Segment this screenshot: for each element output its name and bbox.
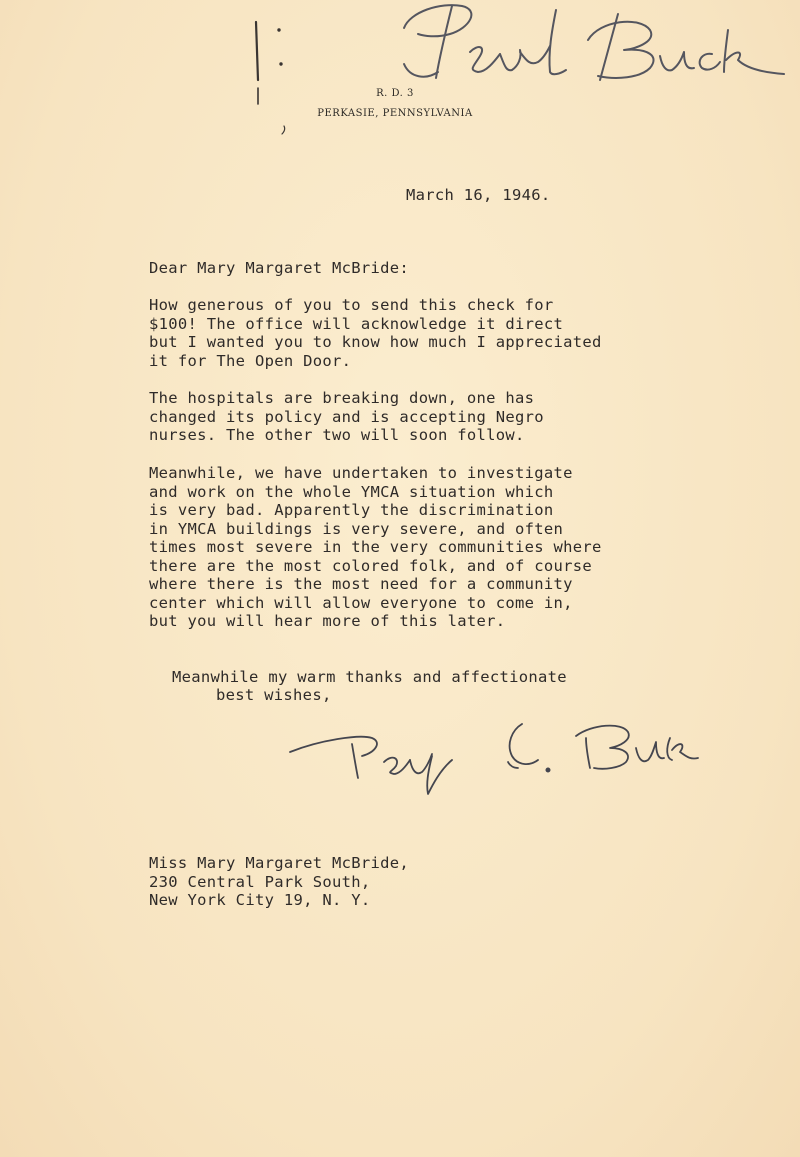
closing-line-1: Meanwhile my warm thanks and affectionate — [172, 668, 567, 686]
paragraph-3: Meanwhile, we have undertaken to investigate and work on the whole YMCA situation which is very bad. Apparently the discrimination in YMCA buildings is very severe, and often times most severe in the very communities where there are the most colored folk, and of course where there is the most need for a community center which will allow everyone to come in, but you will hear more of this later. — [149, 464, 602, 630]
paragraph-2: The hospitals are breaking down, one has changed its policy and is accepting Negro nurses. The other two will soon follow. — [149, 389, 544, 444]
paragraph-1: How generous of you to send this check for $100! The office will acknowledge it direct but I wanted you to know how much I appreciated it for The Open Door. — [149, 296, 602, 370]
recipient-address: Miss Mary Margaret McBride, 230 Central Park South, New York City 19, N. Y. — [149, 854, 410, 909]
salutation: Dear Mary Margaret McBride: — [149, 259, 410, 277]
letterhead-line-2: PERKASIE, PENNSYLVANIA — [317, 108, 473, 119]
letterhead-line-1: R. D. 3 — [376, 88, 414, 99]
closing-line-2: best wishes, — [216, 686, 332, 704]
letter-date: March 16, 1946. — [406, 186, 551, 204]
